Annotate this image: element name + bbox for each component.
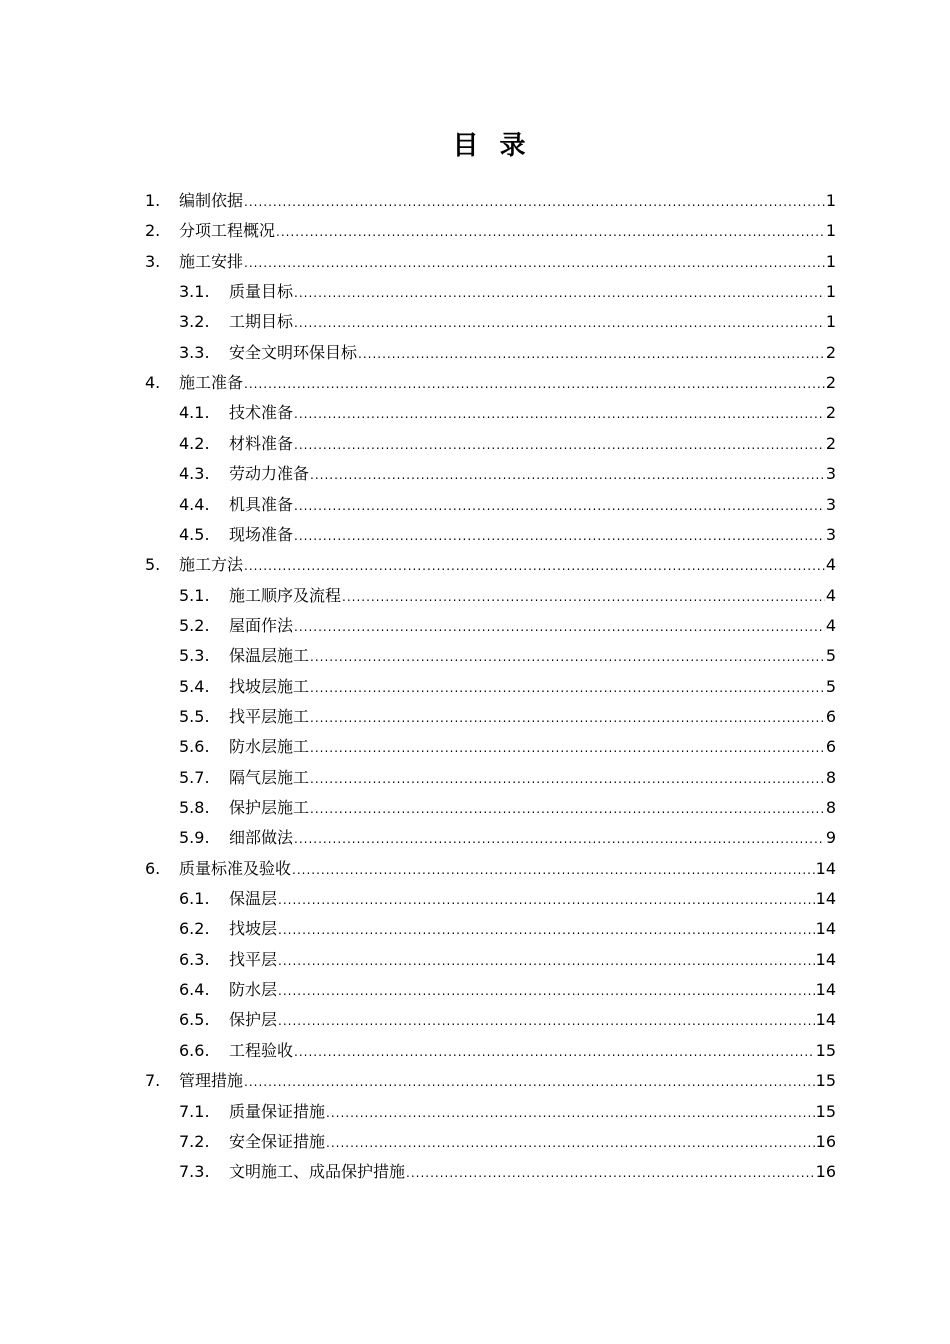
toc-entry-page: 8 — [825, 767, 836, 787]
toc-dot-leader — [244, 249, 825, 277]
toc-entry-text: 工期目标 — [229, 312, 294, 332]
toc-entry[interactable] — [179, 946, 836, 974]
toc-entry-number: 4. — [145, 373, 161, 393]
toc-entry-page: 3 — [825, 524, 836, 544]
toc-entry-text: 安全文明环保目标 — [229, 342, 358, 362]
toc-entry-number: 6.1. — [179, 889, 210, 909]
toc-entry-page: 6 — [825, 737, 836, 757]
toc-entry-page: 5 — [825, 646, 836, 666]
toc-entry-text: 找平层施工 — [229, 706, 310, 726]
toc-entry-page: 4 — [825, 585, 836, 605]
toc-entry-page: 14 — [815, 889, 836, 909]
toc-entry-text: 质量标准及验收 — [179, 858, 292, 878]
toc-dot-leader — [244, 1068, 815, 1096]
toc-entry-page: 2 — [825, 373, 836, 393]
toc-entry[interactable] — [179, 460, 836, 488]
toc-entry-page: 16 — [815, 1162, 836, 1182]
toc-entry-number: 5.4. — [179, 676, 210, 696]
toc-entry-number: 5.1. — [179, 585, 210, 605]
toc-entry-page: 1 — [825, 282, 836, 302]
toc-dot-leader — [310, 643, 825, 671]
toc-entry-text: 现场准备 — [229, 524, 294, 544]
toc-entry-text: 防水层施工 — [229, 737, 310, 757]
toc-dot-leader — [310, 734, 825, 762]
toc-entry-text: 隔气层施工 — [229, 767, 310, 787]
toc-entry[interactable] — [179, 278, 836, 306]
toc-entry-text: 工程验收 — [229, 1040, 294, 1060]
toc-entry-page: 14 — [815, 858, 836, 878]
toc-entry-text: 材料准备 — [229, 433, 294, 453]
toc-entry-text: 找坡层施工 — [229, 676, 310, 696]
toc-entry-text: 质量目标 — [229, 282, 294, 302]
toc-entry[interactable] — [145, 1067, 836, 1095]
toc-entry-page: 4 — [825, 615, 836, 635]
toc-entry-text: 施工准备 — [179, 373, 244, 393]
toc-entry-number: 4.1. — [179, 403, 210, 423]
toc-entry-number: 5.7. — [179, 767, 210, 787]
toc-dot-leader — [278, 1007, 815, 1035]
toc-entry-number: 3.3. — [179, 342, 210, 362]
toc-entry[interactable] — [179, 1098, 836, 1126]
toc-entry[interactable] — [179, 1006, 836, 1034]
toc-dot-leader — [310, 461, 825, 489]
toc-entry-number: 4.5. — [179, 524, 210, 544]
toc-entry[interactable] — [179, 885, 836, 913]
toc-entry-text: 文明施工、成品保护措施 — [229, 1162, 406, 1182]
toc-entry[interactable] — [145, 551, 836, 579]
toc-entry[interactable] — [179, 399, 836, 427]
toc-entry-page: 1 — [825, 221, 836, 241]
toc-entry-text: 机具准备 — [229, 494, 294, 514]
toc-entry-page: 2 — [825, 403, 836, 423]
toc-entry[interactable] — [145, 248, 836, 276]
toc-dot-leader — [244, 552, 825, 580]
toc-entry-number: 7.1. — [179, 1101, 210, 1121]
toc-entry-page: 8 — [825, 798, 836, 817]
toc-dot-leader — [278, 886, 815, 914]
toc-dot-leader — [310, 795, 825, 823]
toc-entry[interactable] — [179, 1158, 836, 1186]
toc-entry-page: 1 — [825, 312, 836, 332]
toc-dot-leader — [342, 583, 825, 611]
toc-entry-page: 15 — [815, 1071, 836, 1091]
toc-entry[interactable] — [179, 673, 836, 701]
toc-entry-text: 编制依据 — [179, 191, 244, 210]
toc-entry-page: 3 — [825, 494, 836, 514]
toc-entry[interactable] — [179, 612, 836, 640]
toc-entry-number: 2. — [145, 221, 161, 241]
toc-entry[interactable] — [179, 733, 836, 761]
toc-dot-leader — [310, 704, 825, 732]
toc-entry-text: 保温层 — [229, 889, 278, 909]
toc-entry-number: 6. — [145, 858, 161, 878]
toc-entry-text: 保护层施工 — [229, 798, 310, 817]
toc-entry-page: 6 — [825, 706, 836, 726]
toc-entry[interactable] — [179, 824, 836, 852]
toc-entry-text: 保护层 — [229, 1010, 278, 1030]
toc-dot-leader — [294, 279, 825, 307]
toc-entry-number: 5.9. — [179, 828, 210, 848]
toc-entry-text: 找平层 — [229, 949, 278, 969]
toc-entry-page: 5 — [825, 676, 836, 696]
toc-entry-number: 5. — [145, 555, 161, 575]
toc-entry[interactable] — [179, 794, 836, 822]
toc-entry[interactable] — [179, 308, 836, 336]
toc-dot-leader — [244, 370, 825, 398]
toc-entry-text: 细部做法 — [229, 828, 294, 848]
toc-entry-number: 6.5. — [179, 1010, 210, 1030]
toc-entry-page: 9 — [825, 828, 836, 848]
toc-entry-text: 劳动力准备 — [229, 464, 310, 484]
toc-entry-number: 1. — [145, 191, 161, 210]
toc-entry-text: 施工方法 — [179, 555, 244, 575]
toc-entry-number: 7. — [145, 1071, 161, 1091]
toc-entry-number: 4.3. — [179, 464, 210, 484]
toc-entry-text: 施工安排 — [179, 251, 244, 271]
toc-entry[interactable] — [179, 339, 836, 367]
toc-dot-leader — [294, 309, 825, 337]
toc-entry-page: 16 — [815, 1131, 836, 1151]
toc-entry-number: 5.3. — [179, 646, 210, 666]
toc-entry-number: 6.4. — [179, 980, 210, 1000]
toc-entry-number: 5.8. — [179, 798, 210, 817]
toc-entry-number: 5.5. — [179, 706, 210, 726]
toc-entry[interactable] — [179, 430, 836, 458]
toc-dot-leader — [278, 947, 815, 975]
toc-entry-number: 3.1. — [179, 282, 210, 302]
toc-dot-leader — [406, 1159, 815, 1187]
toc-dot-leader — [310, 674, 825, 702]
toc-entry-number: 3.2. — [179, 312, 210, 332]
toc-entry-text: 找坡层 — [229, 919, 278, 939]
toc-dot-leader — [294, 522, 825, 550]
toc-entry-number: 7.2. — [179, 1131, 210, 1151]
toc-entry-number: 4.2. — [179, 433, 210, 453]
toc-entry-number: 7.3. — [179, 1162, 210, 1182]
toc-dot-leader — [326, 1099, 815, 1127]
toc-entry[interactable] — [179, 915, 836, 943]
toc-entry-page: 4 — [825, 555, 836, 575]
toc-dot-leader — [278, 916, 815, 944]
toc-entry[interactable] — [179, 976, 836, 1004]
toc-entry-page: 15 — [815, 1101, 836, 1121]
toc-entry-text: 防水层 — [229, 980, 278, 1000]
toc-entry-page: 14 — [815, 949, 836, 969]
toc-entry-number: 5.6. — [179, 737, 210, 757]
toc-entry[interactable] — [179, 703, 836, 731]
toc-dot-leader — [294, 613, 825, 641]
toc-dot-leader — [294, 431, 825, 459]
toc-dot-leader — [310, 765, 825, 793]
toc-entry[interactable] — [179, 1037, 836, 1065]
toc-entry[interactable] — [145, 855, 836, 883]
toc-dot-leader — [244, 188, 825, 216]
toc-entry-text: 屋面作法 — [229, 615, 294, 635]
toc-entry-page: 1 — [825, 191, 836, 210]
toc-entry[interactable] — [179, 491, 836, 519]
toc-entry-text: 技术准备 — [229, 403, 294, 423]
toc-entry[interactable] — [179, 582, 836, 610]
toc-entry[interactable] — [179, 521, 836, 549]
toc-entry-text: 分项工程概况 — [179, 221, 276, 241]
toc-entry[interactable] — [145, 369, 836, 397]
toc-entry-text: 安全保证措施 — [229, 1131, 326, 1151]
toc-dot-leader — [294, 400, 825, 428]
toc-entry-page: 14 — [815, 1010, 836, 1030]
toc-entry-page: 15 — [815, 1040, 836, 1060]
toc-entry-page: 2 — [825, 433, 836, 453]
toc-entry[interactable] — [179, 642, 836, 670]
toc-entry-number: 6.3. — [179, 949, 210, 969]
toc-entry[interactable] — [179, 764, 836, 792]
toc-dot-leader — [294, 1038, 815, 1066]
toc-dot-leader — [292, 856, 815, 884]
toc-entry-number: 4.4. — [179, 494, 210, 514]
toc-entry-text: 质量保证措施 — [229, 1101, 326, 1121]
toc-title: 目 录 — [452, 131, 532, 161]
toc-entry-text: 施工顺序及流程 — [229, 585, 342, 605]
toc-entry-page: 1 — [825, 251, 836, 271]
toc-entry[interactable] — [179, 1128, 836, 1156]
toc-entry-page: 3 — [825, 464, 836, 484]
toc-entry-number: 3. — [145, 251, 161, 271]
toc-dot-leader — [358, 340, 825, 368]
toc-entry[interactable] — [145, 217, 836, 245]
toc-dot-leader — [278, 977, 815, 1005]
toc-dot-leader — [276, 218, 825, 246]
toc-entry-number: 6.2. — [179, 919, 210, 939]
toc-entry[interactable] — [145, 187, 836, 215]
toc-entry-text: 保温层施工 — [229, 646, 310, 666]
toc-entry-text: 管理措施 — [179, 1071, 244, 1091]
toc-dot-leader — [326, 1129, 815, 1157]
toc-dot-leader — [294, 825, 825, 853]
toc-entry-number: 5.2. — [179, 615, 210, 635]
toc-entry-page: 2 — [825, 342, 836, 362]
toc-dot-leader — [294, 492, 825, 520]
toc-entry-page: 14 — [815, 980, 836, 1000]
toc-entry-page: 14 — [815, 919, 836, 939]
toc-entry-number: 6.6. — [179, 1040, 210, 1060]
